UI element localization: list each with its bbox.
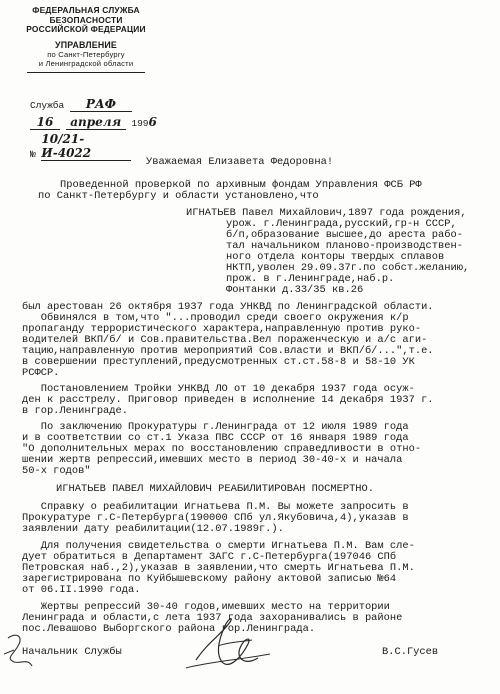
service-label: Служба bbox=[30, 100, 65, 111]
arrest-line-7: РСФСР. bbox=[22, 367, 60, 379]
date-field bbox=[30, 115, 157, 130]
conclusion-line-1: По заключению Прокуратуры г.Ленинграда от 12 июля 1989 года bbox=[22, 421, 409, 433]
arrest-line-3: пропаганду террористического характера,направленную против руко- bbox=[22, 323, 422, 335]
arrest-line-2: Обвинялся в том,что "...проводил среди своего окружения к/р bbox=[22, 312, 409, 324]
certificate-line-3: заявлении дату реабилитации(12.07.1989г.). bbox=[22, 523, 284, 535]
reference-number: 10/21-И-4022 bbox=[41, 132, 131, 161]
department-title: УПРАВЛЕНИЕ bbox=[55, 39, 117, 50]
bio-line-7: прож. в г.Ленинграде,наб.р. bbox=[226, 273, 395, 285]
conclusion-line-4: шении жертв репрессий,имевших место в период 30-40-х и начала bbox=[22, 454, 403, 466]
org-name-line-2: БЕЗОПАСНОСТИ bbox=[49, 14, 123, 25]
bio-line-4: тал начальником планово-производствен- bbox=[226, 240, 463, 252]
arrest-line-4: водителей ВКП/б/ и Сов.правительства.Вел пораженческую и а/с аги- bbox=[22, 334, 428, 346]
signatory-name: В.С.Гусев bbox=[382, 646, 439, 658]
number-prefix: № bbox=[30, 149, 36, 160]
burial-line-2: Ленинграда и области,с лета 1937 года захоранивались в районе bbox=[22, 612, 403, 624]
certificate-line-2: Прокуратуре г.С-Петербурга(190000 СПб ул.Якубовича,4),указав в bbox=[22, 512, 409, 524]
certificate-line-1: Справку о реабилитации Игнатьева П.М. Вы можете запросить в bbox=[22, 501, 409, 513]
rehabilitation-statement: ИГНАТЬЕВ ПАВЕЛ МИХАЙЛОВИЧ РЕАБИЛИТИРОВАН ПОСМЕРТНО. bbox=[56, 483, 375, 495]
date-day: 16 bbox=[30, 115, 60, 130]
death-cert-line-5: от 06.II.1990 года. bbox=[22, 584, 141, 596]
handwritten-signature bbox=[178, 612, 278, 676]
service-value: РАФ bbox=[70, 97, 132, 112]
bio-line-2: урож. г.Ленинграда,русский,гр-н СССР, bbox=[226, 218, 457, 230]
bio-line-1: ИГНАТЬЕВ Павел Михайлович,1897 года рождения, bbox=[186, 207, 467, 219]
intro-line-1: Проведенной проверкой по архивным фондам Управления ФСБ РФ bbox=[60, 179, 422, 191]
department-line-2: и Ленинградской области bbox=[38, 59, 134, 69]
conclusion-line-5: 50-х годов" bbox=[22, 465, 91, 477]
intro-line-2: по Санкт-Петербургу и области установлено,что bbox=[38, 190, 319, 202]
death-cert-line-4: зарегистрирована по Куйбышевскому району актовой записью №64 bbox=[22, 573, 397, 585]
burial-line-1: Жертвы репрессий 30-40 годов,имевших место на территории bbox=[22, 601, 390, 613]
service-field bbox=[30, 97, 132, 112]
signatory-title: Начальник Службы bbox=[22, 646, 122, 658]
date-year-prefix: 199 bbox=[131, 118, 149, 129]
greeting: Уважаемая Елизавета Федоровна! bbox=[146, 156, 334, 168]
department-line-1: по Санкт-Петербургу bbox=[47, 50, 125, 60]
header-rule bbox=[27, 72, 145, 73]
bio-line-3: б/п,образование высшее,до ареста рабо- bbox=[226, 229, 463, 241]
bio-line-5: ного отдела конторы твердых сплавов bbox=[226, 251, 445, 263]
conclusion-line-3: "О дополнительных мерах по восстановлению справедливости в отно- bbox=[22, 443, 422, 455]
death-cert-line-3: Петровская наб.,2),указав в заявлении,что смерть Игнатьева П.М. bbox=[22, 562, 415, 574]
bio-line-8: Фонтанки д.33/35 кв.26 bbox=[226, 284, 364, 296]
death-cert-line-2: дует обратиться в Департамент ЗАГС г.С-Петербурга(197046 СПб bbox=[22, 551, 397, 563]
arrest-line-1: был арестован 26 октября 1937 года УНКВД по Ленинградской области. bbox=[22, 301, 434, 313]
date-year-suffix: 6 bbox=[148, 115, 157, 129]
sentence-line-2: ден к расстрелу. Приговор приведен в исполнение 14 декабря 1937 г. bbox=[22, 394, 434, 406]
death-cert-line-1: Для получения свидетельства о смерти Игнатьева П.М. Вам сле- bbox=[22, 540, 415, 552]
arrest-line-5: тацию,направленную против мероприятий Сов.власти и ВКП/б/...",т.е. bbox=[22, 345, 434, 357]
letterhead bbox=[22, 6, 150, 73]
reference-number-field bbox=[30, 132, 131, 161]
date-month: апреля bbox=[66, 115, 126, 130]
conclusion-line-2: и в соответствии со ст.1 Указа ПВС СССР от 16 января 1989 года bbox=[22, 432, 409, 444]
org-name-line-3: РОССИЙСКОЙ ФЕДЕРАЦИИ bbox=[26, 24, 146, 35]
arrest-line-6: в совершении преступлений,предусмотренных ст.ст.58-8 и 58-10 УК bbox=[22, 356, 415, 368]
sentence-line-3: в гор.Ленинграде. bbox=[22, 405, 129, 417]
burial-line-3: пос.Левашово Выборгского района гор.Ленинграда. bbox=[22, 623, 316, 635]
org-name-line-1: ФЕДЕРАЛЬНАЯ СЛУЖБА bbox=[32, 5, 140, 15]
sentence-line-1: Постановлением Тройки УНКВД ЛО от 10 декабря 1937 года осуж- bbox=[22, 383, 415, 395]
bio-line-6: НКТП,уволен 29.09.37г.по собст.желанию, bbox=[226, 262, 470, 274]
